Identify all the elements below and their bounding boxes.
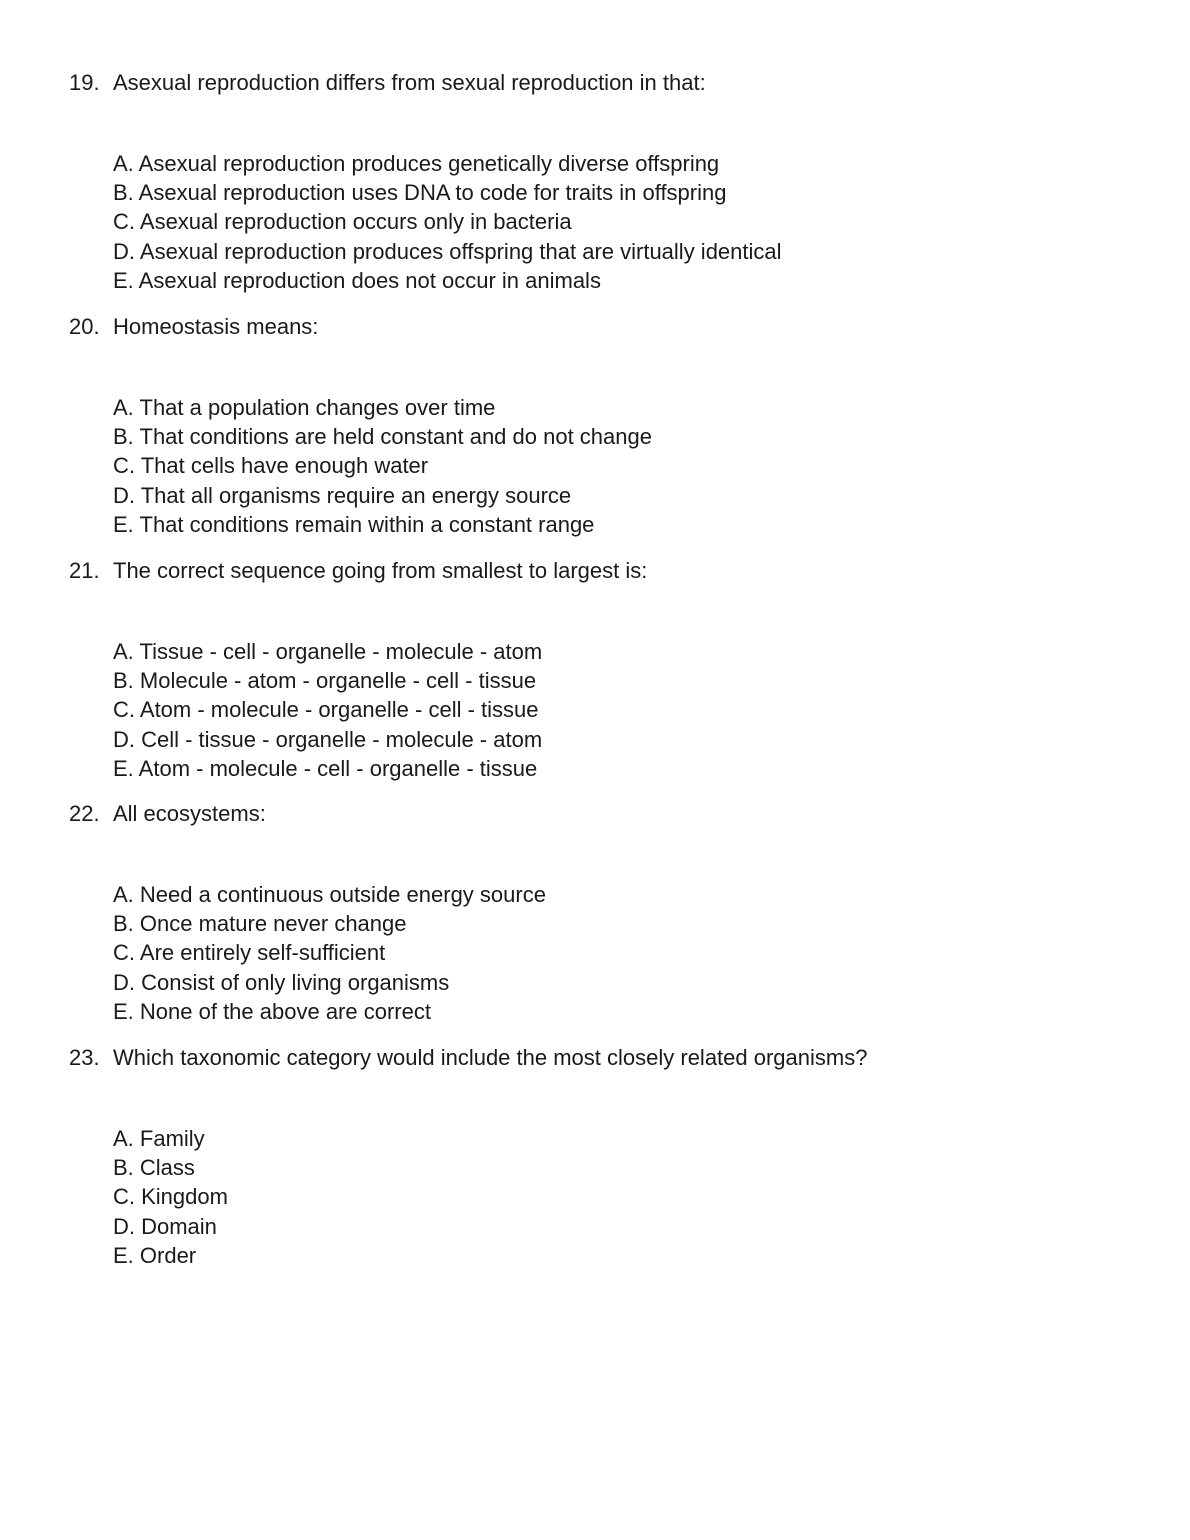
answer-options	[113, 149, 782, 295]
answer-option-b: B. Once mature never change	[113, 911, 407, 937]
question-number: 20.	[69, 314, 100, 339]
answer-option-c: C. Atom - molecule - organelle - cell - tissue	[113, 697, 539, 723]
answer-option-d: D. Asexual reproduction produces offspring that are virtually identical	[113, 238, 782, 264]
answer-option-a: A. Need a continuous outside energy source	[113, 882, 546, 907]
answer-options	[113, 1124, 228, 1270]
answer-option-a: A. Family	[113, 1126, 205, 1151]
answer-options	[113, 880, 546, 1026]
question-text: Asexual reproduction differs from sexual reproduction in that:	[113, 70, 706, 95]
answer-option-b: B. Asexual reproduction uses DNA to code for traits in offspring	[113, 180, 727, 206]
answer-option-e: E. Asexual reproduction does not occur in animals	[113, 267, 601, 293]
answer-option-c: C. Kingdom	[113, 1184, 228, 1210]
question-number: 19.	[69, 70, 100, 95]
answer-option-b: B. That conditions are held constant and do not change	[113, 424, 652, 450]
answer-option-e: E. None of the above are correct	[113, 998, 431, 1024]
answer-option-d: D. That all organisms require an energy source	[113, 482, 572, 508]
answer-option-d: D. Consist of only living organisms	[113, 969, 450, 995]
answer-option-d: D. Domain	[113, 1213, 217, 1239]
answer-option-a: A. Tissue - cell - organelle - molecule - atom	[113, 639, 543, 664]
answer-option-c: C. That cells have enough water	[113, 453, 429, 479]
question-text: Which taxonomic category would include the most closely related organisms?	[113, 1045, 868, 1070]
answer-option-a: A. That a population changes over time	[113, 395, 496, 420]
answer-options	[113, 393, 652, 539]
answer-option-b: B. Class	[113, 1155, 195, 1181]
answer-option-e: E. Atom - molecule - cell - organelle - tissue	[113, 755, 538, 781]
answer-option-b: B. Molecule - atom - organelle - cell - tissue	[113, 668, 537, 694]
answer-option-c: C. Asexual reproduction occurs only in bacteria	[113, 209, 572, 235]
question-text: Homeostasis means:	[113, 314, 319, 339]
answer-option-d: D. Cell - tissue - organelle - molecule - atom	[113, 726, 543, 752]
question-text: The correct sequence going from smallest to largest is:	[113, 558, 648, 583]
question-text: All ecosystems:	[113, 801, 266, 826]
question-number: 22.	[69, 801, 100, 826]
answer-option-e: E. Order	[113, 1242, 197, 1268]
answer-option-a: A. Asexual reproduction produces genetically diverse offspring	[113, 151, 720, 176]
answer-option-e: E. That conditions remain within a constant range	[113, 511, 595, 537]
answer-option-c: C. Are entirely self-sufficient	[113, 940, 386, 966]
answer-options	[113, 637, 542, 783]
question-number: 23.	[69, 1045, 100, 1070]
question-number: 21.	[69, 558, 100, 583]
